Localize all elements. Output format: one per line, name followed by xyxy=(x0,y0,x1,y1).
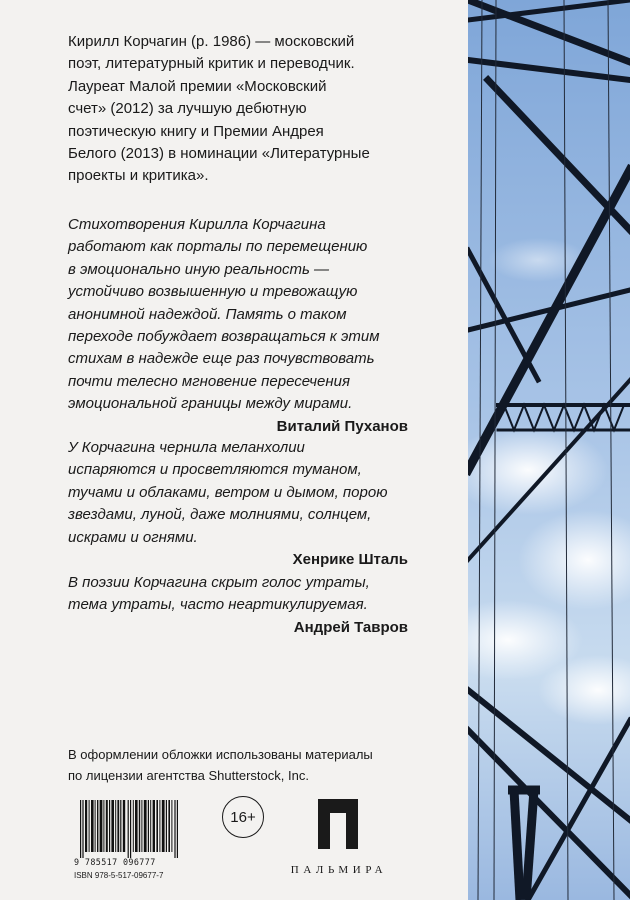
quote-line: У Корчагина чернила меланхолии xyxy=(68,439,305,456)
note-line: В оформлении обложки использованы материалы xyxy=(68,747,373,762)
bio-line: счет» (2012) за лучшую дебютную xyxy=(68,100,307,118)
review-quote-pukhanov xyxy=(68,214,428,438)
barcode-bars xyxy=(80,800,180,858)
review-quote-tavrov xyxy=(68,572,428,639)
quote-author: Андрей Тавров xyxy=(293,618,408,636)
age-rating-badge: 16+ xyxy=(222,796,264,838)
power-line-tower-photo xyxy=(468,0,630,900)
quote-text xyxy=(68,214,428,416)
isbn-number: ISBN 978-5-517-09677-7 xyxy=(74,871,164,880)
author-bio xyxy=(68,31,428,188)
quote-line: звездами, луной, даже молниями, солнцем, xyxy=(68,506,372,524)
quote-line: стихам в надежде еще раз почувствовать xyxy=(68,350,375,368)
quote-line: в эмоционально иную реальность — xyxy=(68,260,330,278)
review-quote-stahl xyxy=(68,437,428,571)
bio-line: Кирилл Корчагин (р. 1986) — московский xyxy=(68,33,355,50)
palmira-gate-icon xyxy=(316,799,360,849)
quote-line: испаряются и просветляются туманом, xyxy=(68,461,362,479)
quote-line: В поэзии Корчагина скрыт голос утраты, xyxy=(68,574,370,591)
quote-line: тема утраты, часто неартикулируемая. xyxy=(68,596,368,614)
bio-line: поэт, литературный критик и переводчик. xyxy=(68,55,355,73)
quote-line: анонимной надеждой. Память о таком xyxy=(68,305,347,323)
quote-line: эмоциональной границы между мирами. xyxy=(68,395,353,413)
tower-photo-graphic xyxy=(468,0,630,900)
quote-line: устойчиво возвышенную и тревожащую xyxy=(68,283,358,301)
bio-line: Лауреат Малой премии «Московский xyxy=(68,77,327,95)
cover-credit-note xyxy=(68,744,448,786)
isbn-barcode xyxy=(74,800,184,882)
quote-line: Стихотворения Кирилла Корчагина xyxy=(68,216,326,233)
quote-line: переходе побуждает возвращаться к этим xyxy=(68,328,380,346)
quote-text xyxy=(68,437,428,549)
quote-line: почти телесно мгновение пересечения xyxy=(68,372,350,390)
publisher-name: ПАЛЬМИРА xyxy=(290,864,388,876)
quote-line: тучами и облаками, ветром и дымом, порою xyxy=(68,483,388,501)
quote-text xyxy=(68,572,428,617)
bio-line: проекты и критика». xyxy=(68,167,209,185)
barcode-digits: 9 785517 096777 xyxy=(74,857,156,867)
bio-line: Белого (2013) в номинации «Литературные xyxy=(68,145,370,163)
quote-line: работают как порталы по перемещению xyxy=(68,238,368,256)
bio-line: поэтическую книгу и Премии Андрея xyxy=(68,122,324,140)
note-line: по лицензии агентства Shutterstock, Inc. xyxy=(68,768,309,783)
quote-author: Виталий Пуханов xyxy=(276,417,408,435)
quote-author: Хенрике Шталь xyxy=(292,551,408,569)
quote-line: искрами и огнями. xyxy=(68,528,198,546)
